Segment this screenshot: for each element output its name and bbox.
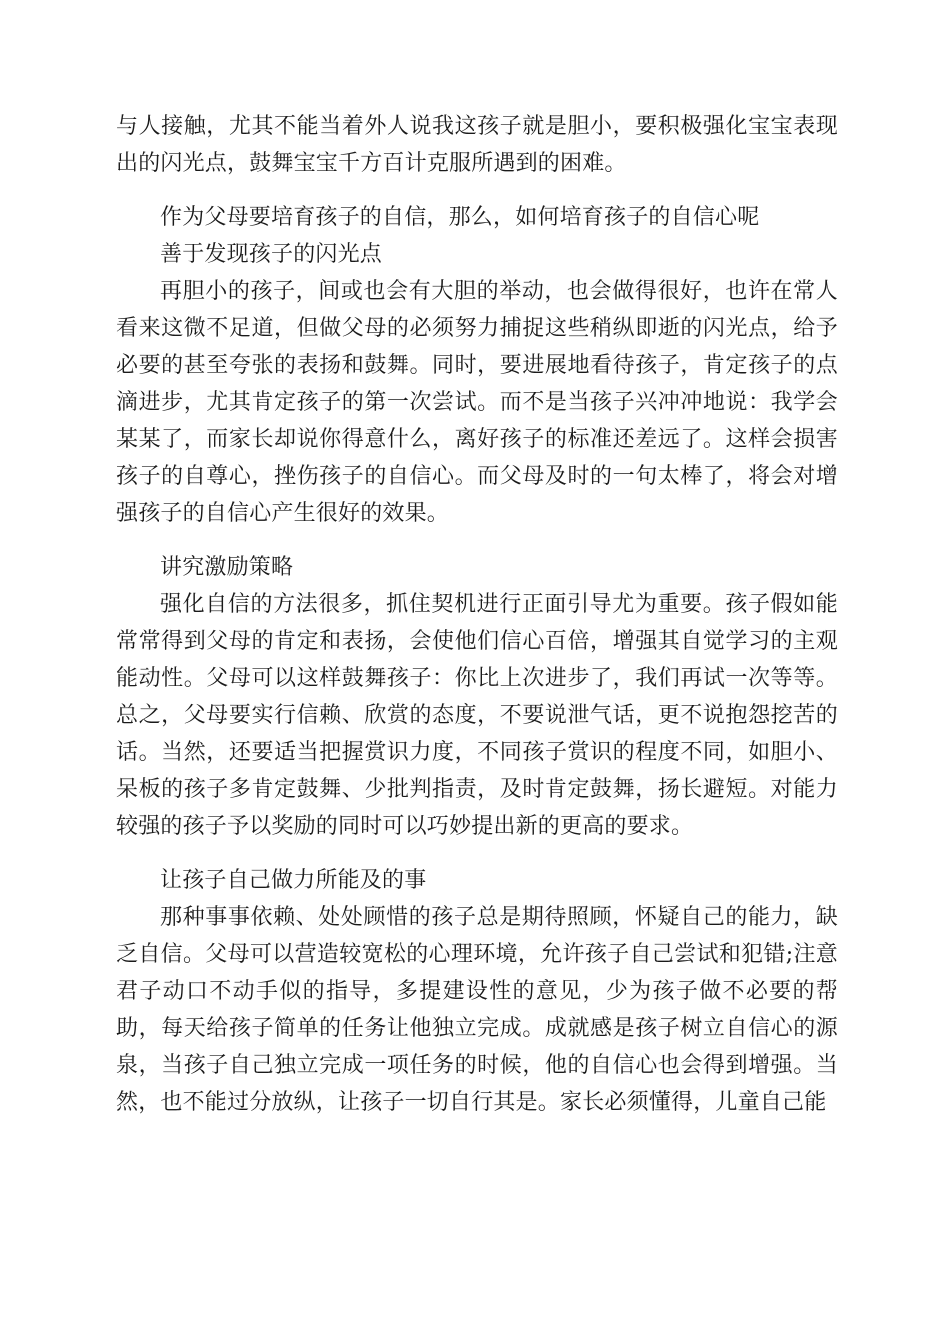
- paragraph-encouragement: 强化自信的方法很多，抓住契机进行正面引导尤为重要。孩子假如能常常得到父母的肯定和表扬，会使他们信心百倍，增强其自觉学习的主观能动性。父母可以这样鼓舞孩子：你比上次进步了，我们再试一次等等。总之，父母要实行信赖、欣赏的态度，不要说泄气话，更不说抱怨挖苦的话。当然，还要适当把握赏识力度，不同孩子赏识的程度不同，如胆小、呆板的孩子多肯定鼓舞、少批判指责，及时肯定鼓舞，扬长避短。对能力较强的孩子予以奖励的同时可以巧妙提出新的更高的要求。: [116, 592, 838, 839]
- document-page: [116, 108, 838, 1121]
- section-heading-independence: 让孩子自己做力所能及的事: [160, 868, 427, 893]
- section-heading-encouragement: 讲究激励策略: [160, 555, 294, 580]
- paragraph-find-strengths: 再胆小的孩子，间或也会有大胆的举动，也会做得很好，也许在常人看来这微不足道，但做父母的必须努力捕捉这些稍纵即逝的闪光点，给予必要的甚至夸张的表扬和鼓舞。同时，要进展地看待孩子，肯定孩子的点滴进步，尤其肯定孩子的第一次尝试。而不是当孩子兴冲冲地说：我学会某某了，而家长却说你得意什么，离好孩子的标准还差远了。这样会损害孩子的自尊心，挫伤孩子的自信心。而父母及时的一句太棒了，将会对增强孩子的自信心产生很好的效果。: [116, 279, 838, 526]
- paragraph-independence: 那种事事依赖、处处顾惜的孩子总是期待照顾，怀疑自己的能力，缺乏自信。父母可以营造较宽松的心理环境，允许孩子自己尝试和犯错;注意君子动口不动手似的指导，多提建设性的意见，少为孩子做不必要的帮助，每天给孩子简单的任务让他独立完成。成就感是孩子树立自信心的源泉，当孩子自己独立完成一项任务的时候，他的自信心也会得到增强。当然，也不能过分放纵，让孩子一切自行其是。家长必须懂得，儿童自己能: [116, 905, 838, 1115]
- paragraph-question-heading: 作为父母要培育孩子的自信，那么，如何培育孩子的自信心呢: [160, 205, 760, 230]
- paragraph-continuation: 与人接触，尤其不能当着外人说我这孩子就是胆小，要积极强化宝宝表现出的闪光点，鼓舞宝宝千方百计克服所遇到的困难。: [116, 114, 838, 176]
- section-heading-find-strengths: 善于发现孩子的闪光点: [160, 242, 383, 267]
